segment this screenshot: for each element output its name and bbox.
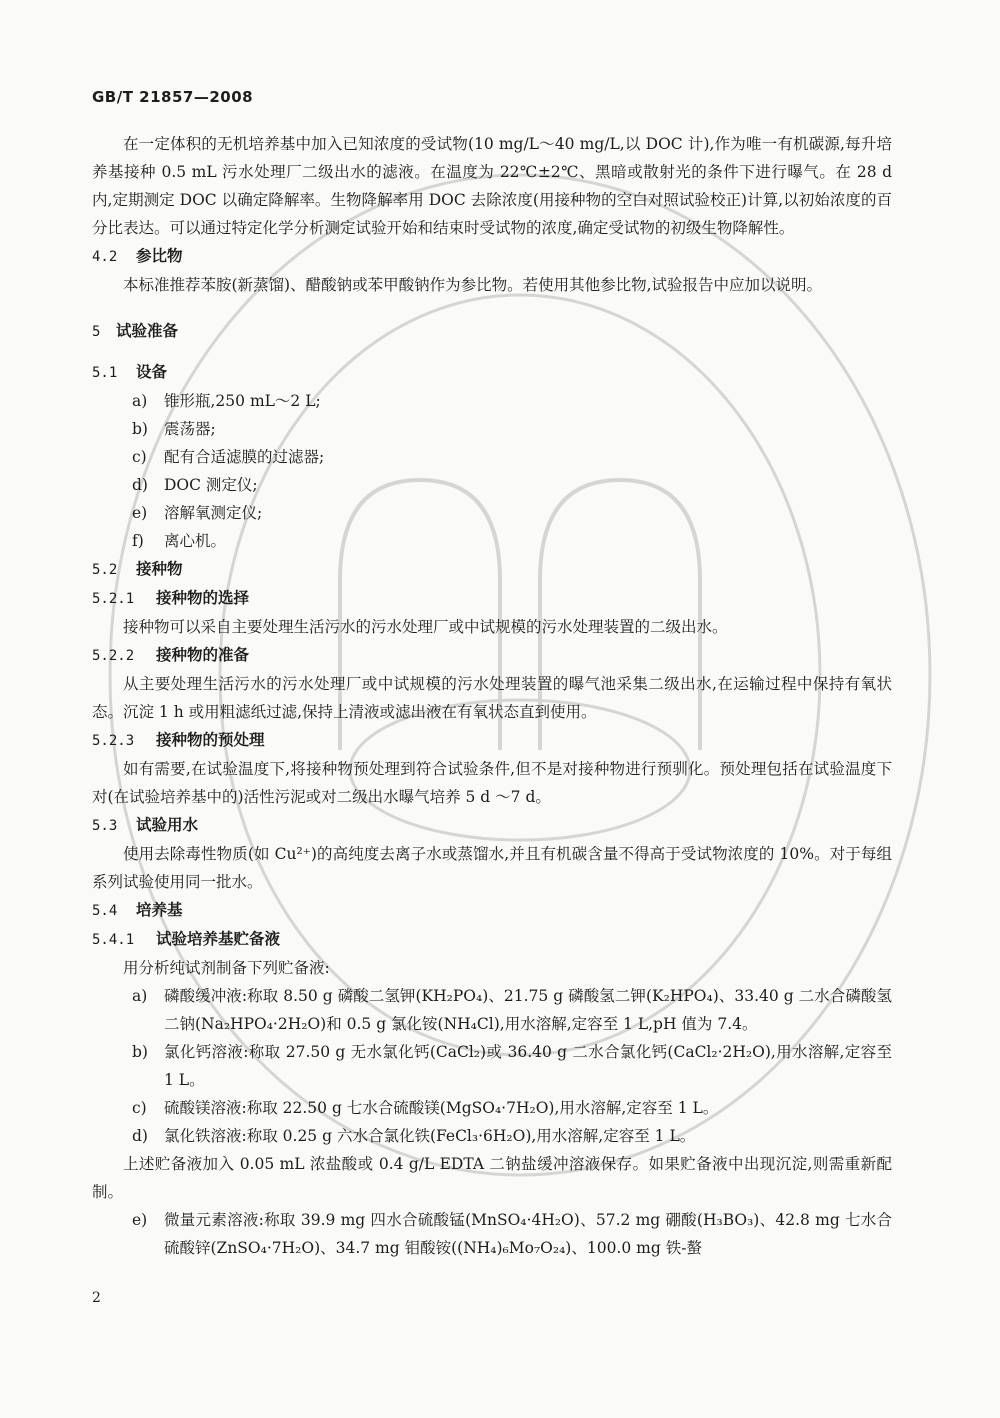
section-number: 5.4 — [92, 903, 118, 919]
list-item — [132, 387, 892, 415]
section-title: 接种物 — [136, 559, 183, 578]
subsection-number: 5.4.1 — [92, 932, 135, 948]
list-marker: c) — [132, 448, 147, 466]
section-number: 5.2 — [92, 562, 118, 578]
list-marker: d) — [132, 476, 148, 494]
section-paragraph: 本标准推荐苯胺(新蒸馏)、醋酸钠或苯甲酸钠作为参比物。若使用其他参比物,试验报告中应加以说明。 — [123, 276, 823, 294]
list-text: 磷酸缓冲液:称取 8.50 g 磷酸二氢钾(KH₂PO₄)、21.75 g 磷酸氢二钾(K₂HPO₄)、33.40 g 二水合磷酸氢二钠(Na₂HPO₄·2H₂O)和 0.5 g 氯化铵(NH₄Cl),用水溶解,定容至 1 L,pH 值为 7.4。 — [164, 987, 892, 1033]
list-text: 锥形瓶,250 mL～2 L; — [164, 392, 321, 410]
subsection-number: 5.2.2 — [92, 648, 135, 664]
chapter-title: 试验准备 — [116, 321, 179, 340]
list-text: 氯化铁溶液:称取 0.25 g 六水合氯化铁(FeCl₃·6H₂O),用水溶解,定容至 1 L。 — [164, 1127, 696, 1145]
list-item — [132, 443, 892, 471]
list-marker: e) — [132, 1211, 148, 1229]
subsection-heading — [92, 641, 892, 670]
section-number: 4.2 — [92, 249, 118, 265]
list-item — [132, 982, 892, 1038]
subsection-number: 5.2.1 — [92, 591, 135, 607]
standard-code: GB/T 21857—2008 — [92, 88, 254, 106]
list-marker: c) — [132, 1099, 147, 1117]
list-item — [132, 1094, 892, 1122]
list-text: 硫酸镁溶液:称取 22.50 g 七水合硫酸镁(MgSO₄·7H₂O),用水溶解,定容至 1 L。 — [164, 1099, 719, 1117]
section-heading — [92, 896, 892, 925]
section-title: 培养基 — [136, 900, 183, 919]
subsection-paragraph: 如有需要,在试验温度下,将接种物预处理到符合试验条件,但不是对接种物进行预驯化。预处理包括在试验温度下对(在试验培养基中的)活性污泥或对二级出水曝气培养 5 d ～7 d。 — [92, 760, 892, 806]
list-text: DOC 测定仪; — [164, 476, 258, 494]
list-item — [132, 471, 892, 499]
list-marker: d) — [132, 1127, 148, 1145]
section-title: 参比物 — [136, 246, 183, 265]
list-text: 离心机。 — [164, 532, 227, 550]
list-text: 溶解氧测定仪; — [164, 504, 263, 522]
list-item — [132, 1122, 892, 1150]
section-heading — [92, 811, 892, 840]
subsection-paragraph: 接种物可以采自主要处理生活污水的污水处理厂或中试规模的污水处理装置的二级出水。 — [123, 618, 728, 636]
section-number: 5.3 — [92, 818, 118, 834]
storage-note: 上述贮备液加入 0.05 mL 浓盐酸或 0.4 g/L EDTA 二钠盐缓冲溶液保存。如果贮备液中出现沉淀,则需重新配制。 — [92, 1155, 892, 1201]
subsection-heading — [92, 584, 892, 613]
section-title: 试验用水 — [136, 815, 199, 834]
list-marker: b) — [132, 1043, 148, 1061]
list-item — [132, 527, 892, 555]
subsection-heading — [92, 925, 892, 954]
subsection-paragraph: 从主要处理生活污水的污水处理厂或中试规模的污水处理装置的曝气池采集二级出水,在运输过程中保持有氧状态。沉淀 1 h 或用粗滤纸过滤,保持上清液或滤出液在有氧状态直到使用。 — [92, 675, 892, 721]
subsection-title: 接种物的选择 — [156, 588, 250, 607]
subsection-title: 接种物的准备 — [156, 645, 250, 664]
section-heading — [92, 242, 892, 271]
section-paragraph: 使用去除毒性物质(如 Cu²⁺)的高纯度去离子水或蒸馏水,并且有机碳含量不得高于受试物浓度的 10%。对于每组系列试验使用同一批水。 — [92, 845, 892, 891]
subsection-title: 接种物的预处理 — [156, 730, 265, 749]
subsection-heading — [92, 726, 892, 755]
section-title: 设备 — [136, 362, 168, 381]
list-marker: a) — [132, 987, 148, 1005]
chapter-heading — [92, 317, 892, 346]
list-marker: f) — [132, 532, 144, 550]
intro-paragraph: 在一定体积的无机培养基中加入已知浓度的受试物(10 mg/L～40 mg/L,以 DOC 计),作为唯一有机碳源,每升培养基接种 0.5 mL 污水处理厂二级出水的滤液。在温度为 22℃±2℃、黑暗或散射光的条件下进行曝气。在 28 d 内,定期测定 DOC 以确定降解率。生物降解率用 DOC 去除浓度(用接种物的空白对照试验校正)计算,以初始浓度的百分比表达。可以通过特定化学分析测定试验开始和结束时受试物的浓度,确定受试物的初级生物降解性。 — [92, 135, 892, 237]
list-item — [132, 415, 892, 443]
list-item — [132, 1206, 892, 1262]
subsection-number: 5.2.3 — [92, 733, 135, 749]
list-text: 配有合适滤膜的过滤器; — [164, 448, 325, 466]
list-marker: b) — [132, 420, 148, 438]
list-marker: a) — [132, 392, 148, 410]
list-item — [132, 1038, 892, 1094]
list-marker: e) — [132, 504, 148, 522]
section-number: 5.1 — [92, 365, 118, 381]
chapter-number: 5 — [92, 324, 101, 340]
page-number: 2 — [92, 1290, 101, 1306]
document-body — [92, 130, 892, 1262]
section-heading — [92, 358, 892, 387]
subsection-title: 试验培养基贮备液 — [156, 929, 281, 948]
subsection-lead: 用分析纯试剂制备下列贮备液: — [123, 959, 330, 977]
section-heading — [92, 555, 892, 584]
list-item — [132, 499, 892, 527]
list-text: 震荡器; — [164, 420, 216, 438]
list-text: 微量元素溶液:称取 39.9 mg 四水合硫酸锰(MnSO₄·4H₂O)、57.2 mg 硼酸(H₃BO₃)、42.8 mg 七水合硫酸锌(ZnSO₄·7H₂O)、34.7 mg 钼酸铵((NH₄)₆Mo₇O₂₄)、100.0 mg 铁-螯 — [164, 1211, 892, 1257]
list-text: 氯化钙溶液:称取 27.50 g 无水氯化钙(CaCl₂)或 36.40 g 二水合氯化钙(CaCl₂·2H₂O),用水溶解,定容至 1 L。 — [164, 1043, 892, 1089]
